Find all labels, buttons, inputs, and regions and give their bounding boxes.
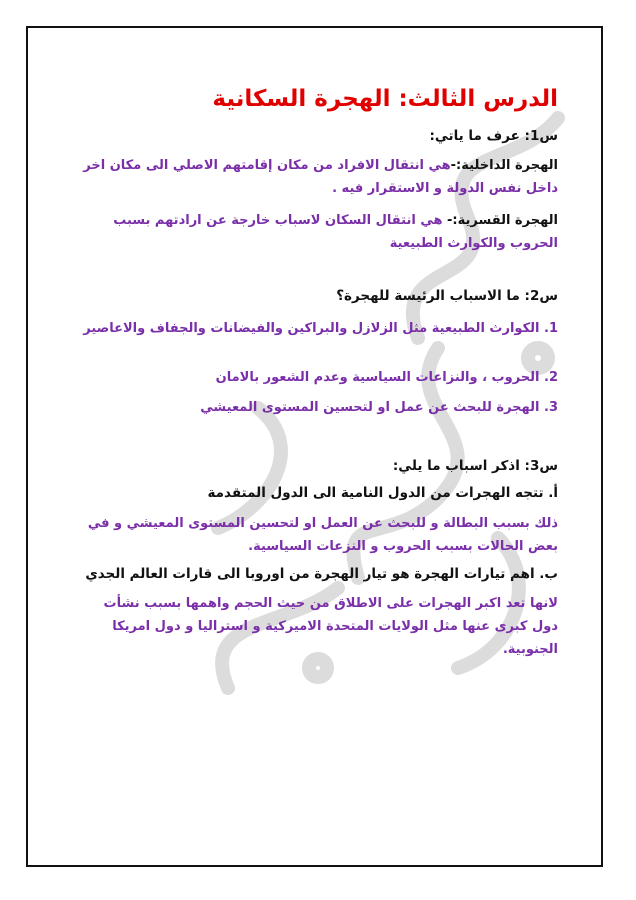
definition-term: الهجرة القسرية:-	[442, 213, 558, 228]
question-1-heading: س1: عرف ما ياتي:	[429, 128, 558, 144]
definition-internal-migration	[80, 154, 558, 200]
definition-forced-migration	[80, 209, 558, 255]
page-border	[26, 26, 603, 867]
definition-text: هي انتقال الافراد من مكان إقامتهم الاصلي الى مكان اخر داخل نفس الدولة و الاستقرار فيه .	[83, 158, 558, 196]
definition-term: الهجرة الداخلية:-	[450, 158, 558, 173]
question-2-heading: س2: ما الاسباب الرئيسة للهجرة؟	[336, 288, 558, 304]
answer-3a: ذلك بسبب البطالة و للبحث عن العمل او لتحسين المستوى المعيشي و في بعض الحالات بسبب الحروب و النزعات السياسية.	[87, 516, 558, 554]
list-item: 3. الهجرة للبحث عن عمل او لتحسين المستوى المعيشي	[200, 400, 558, 415]
definition-text: هي انتقال السكان لاسباب خارجة عن ارادتهم بسبب الحروب والكوارث الطبيعية	[113, 213, 558, 251]
list-item: 2. الحروب ، والنزاعات السياسية وعدم الشعور بالامان	[215, 370, 558, 385]
list-item: 1. الكوارث الطبيعية مثل الزلازل والبراكين والفيضانات والجفاف والاعاصير	[83, 321, 558, 336]
question-3-heading: س3: اذكر اسباب ما يلي:	[392, 458, 558, 474]
page-title: الدرس الثالث: الهجرة السكانية	[212, 86, 558, 112]
answer-3b: لانها تعد اكبر الهجرات على الاطلاق من حيث الحجم واهمها بسبب نشأت دول كبرى عنها مثل الولايات المتحدة الاميركية و استراليا و دول امريكا الجنوبية.	[103, 596, 558, 657]
question-3b: ب. اهم تيارات الهجرة هو تيار الهجرة من اوروبا الى قارات العالم الجدي	[85, 566, 558, 582]
question-3a: أ. تتجه الهجرات من الدول النامية الى الدول المتقدمة	[207, 485, 558, 501]
